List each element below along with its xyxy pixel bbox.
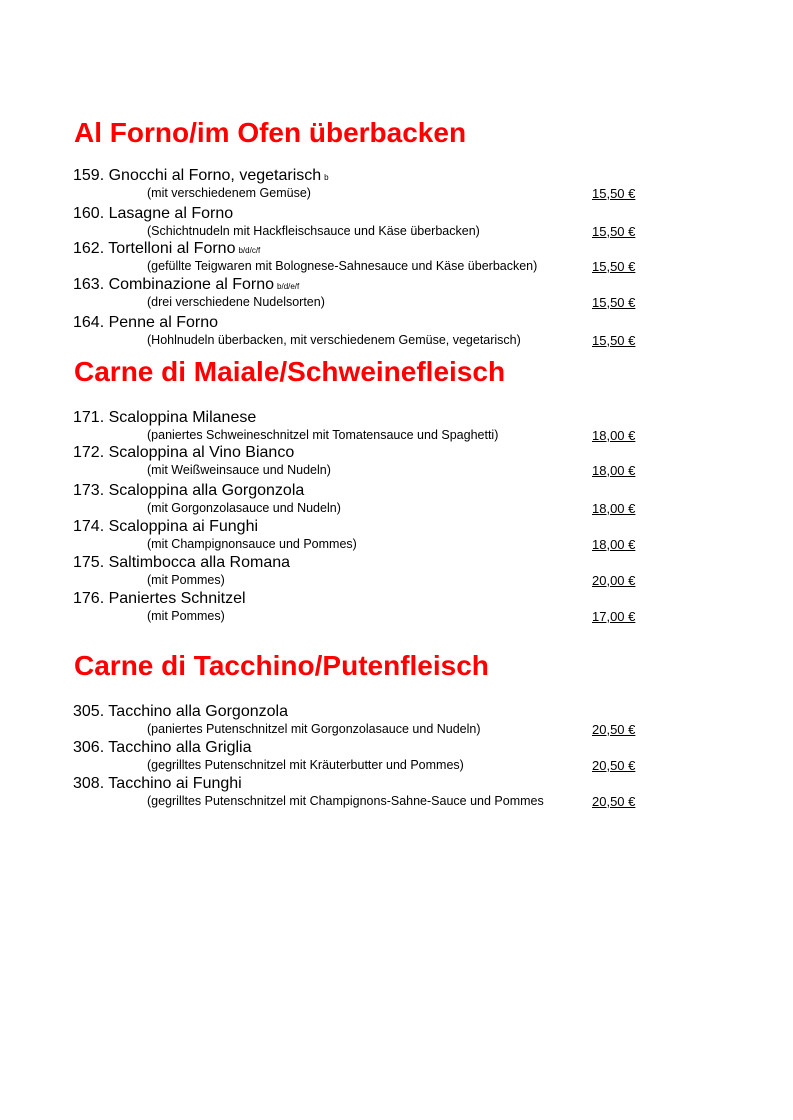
menu-item <box>0 410 793 446</box>
item-name: 175. Saltimbocca alla Romana <box>73 554 291 571</box>
item-name: 162. Tortelloni al Forno b/d/c/f <box>73 240 261 257</box>
item-name: 159. Gnocchi al Forno, vegetarisch b <box>73 167 329 184</box>
item-name: 173. Scaloppina alla Gorgonzola <box>73 482 305 499</box>
menu-item <box>0 241 793 277</box>
item-description: (gegrilltes Putenschnitzel mit Kräuterbutter und Pommes) <box>147 758 464 772</box>
allergen-codes: b/d/c/f <box>238 246 261 255</box>
menu-item <box>0 519 793 555</box>
item-description: (mit Weißweinsauce und Nudeln) <box>147 463 331 477</box>
item-name: 160. Lasagne al Forno <box>73 205 234 222</box>
allergen-codes: b <box>324 173 329 182</box>
item-description: (mit Champignonsauce und Pommes) <box>147 537 357 551</box>
item-description: (drei verschiedene Nudelsorten) <box>147 295 325 309</box>
item-price: 18,00 € <box>592 537 636 552</box>
item-price: 15,50 € <box>592 295 636 310</box>
item-name: 306. Tacchino alla Griglia <box>73 739 252 756</box>
item-description: (gegrilltes Putenschnitzel mit Champignons-Sahne-Sauce und Pommes <box>147 794 544 808</box>
item-price: 18,00 € <box>592 428 636 443</box>
item-description: (gefüllte Teigwaren mit Bolognese-Sahnesauce und Käse überbacken) <box>147 259 538 273</box>
section-title: Carne di Maiale/Schweinefleisch <box>74 356 506 387</box>
item-name: 164. Penne al Forno <box>73 314 218 331</box>
item-name: 308. Tacchino ai Funghi <box>73 775 242 792</box>
item-price: 20,50 € <box>592 758 636 773</box>
allergen-codes: b/d/e/f <box>277 282 300 291</box>
menu-item <box>0 704 793 740</box>
item-price: 20,50 € <box>592 722 636 737</box>
item-price: 20,50 € <box>592 794 636 809</box>
menu-item <box>0 315 793 351</box>
item-description: (mit Pommes) <box>147 609 225 623</box>
item-name: 305. Tacchino alla Gorgonzola <box>73 703 288 720</box>
item-name: 174. Scaloppina ai Funghi <box>73 518 259 535</box>
item-name: 171. Scaloppina Milanese <box>73 409 257 426</box>
item-description: (paniertes Putenschnitzel mit Gorgonzolasauce und Nudeln) <box>147 722 481 736</box>
item-name: 172. Scaloppina al Vino Bianco <box>73 444 295 461</box>
item-price: 15,50 € <box>592 259 636 274</box>
menu-item <box>0 483 793 519</box>
item-price: 15,50 € <box>592 333 636 348</box>
menu-item <box>0 206 793 242</box>
menu-item <box>0 168 793 204</box>
item-name: 176. Paniertes Schnitzel <box>73 590 246 607</box>
item-price: 18,00 € <box>592 463 636 478</box>
item-description: (mit verschiedenem Gemüse) <box>147 186 311 200</box>
section-title: Carne di Tacchino/Putenfleisch <box>74 650 489 681</box>
item-price: 15,50 € <box>592 186 636 201</box>
menu-item <box>0 776 793 812</box>
menu-item <box>0 591 793 627</box>
section-title: Al Forno/im Ofen überbacken <box>74 117 467 148</box>
item-price: 15,50 € <box>592 224 636 239</box>
item-price: 20,00 € <box>592 573 636 588</box>
item-description: (Hohlnudeln überbacken, mit verschiedenem Gemüse, vegetarisch) <box>147 333 521 347</box>
menu-item <box>0 445 793 481</box>
menu-item <box>0 555 793 591</box>
item-description: (mit Gorgonzolasauce und Nudeln) <box>147 501 341 515</box>
menu-item <box>0 277 793 313</box>
item-price: 17,00 € <box>592 609 636 624</box>
item-price: 18,00 € <box>592 501 636 516</box>
item-description: (paniertes Schweineschnitzel mit Tomatensauce und Spaghetti) <box>147 428 499 442</box>
menu-item <box>0 740 793 776</box>
item-description: (mit Pommes) <box>147 573 225 587</box>
item-name: 163. Combinazione al Forno b/d/e/f <box>73 276 300 293</box>
item-description: (Schichtnudeln mit Hackfleischsauce und Käse überbacken) <box>147 224 480 238</box>
